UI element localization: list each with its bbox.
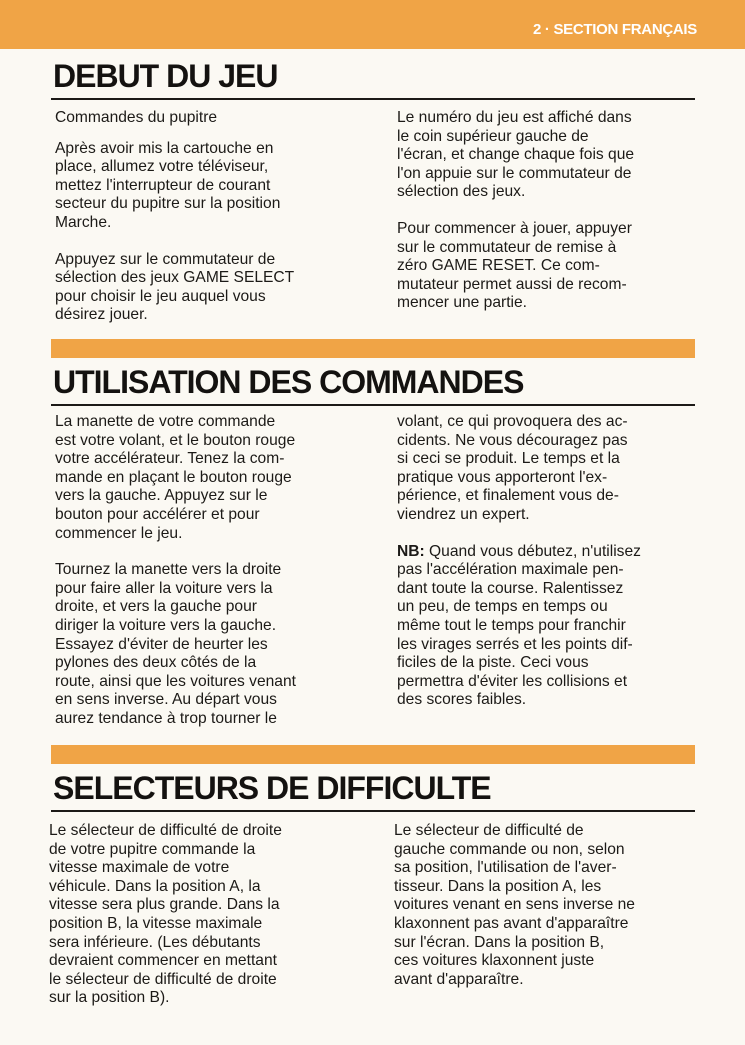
paragraph: Le sélecteur de difficulté de gauche commande ou non, selon sa position, l'utilisation de l'aver- tisseur. Dans la position A, les voitures venant en sens inverse ne klaxonnent pas avant d'apparaître sur l'écran. Dans la position B, ces voitures klaxonnent juste avant d'apparaître. [394, 822, 635, 988]
nb-text: Quand vous débutez, n'utilisez pas l'accélération maximale pen- dant toute la course. Ralentissez un peu, de temps en temps ou même tout le temps pour franchir les virages serrés et les points dif- ficiles de la piste. Ceci vous permettra d'éviter les collisions et des scores faibles. [397, 542, 641, 709]
paragraph: Le numéro du jeu est affiché dans le coin supérieur gauche de l'écran, et change chaque fois que l'on appuie sur le commutateur de sélection des jeux. [397, 109, 635, 201]
section-title-selecteurs: SELECTEURS DE DIFFICULTE [53, 770, 491, 806]
title-rule [51, 98, 695, 100]
section-title-utilisation: UTILISATION DES COMMANDES [53, 364, 524, 400]
paragraph: Pour commencer à jouer, appuyer sur le commutateur de remise à zéro GAME RESET. Ce com- mutateur permet aussi de recom- mencer une partie. [397, 219, 632, 312]
title-rule [51, 810, 695, 812]
section2-left-column [55, 413, 370, 729]
title-rule [51, 404, 695, 406]
top-banner [0, 0, 745, 49]
section1-right-column [397, 109, 712, 313]
paragraph: Appuyez sur le commutateur de sélection des jeux GAME SELECT pour choisir le jeu auquel vous désirez jouer. [55, 250, 295, 324]
section-title-debut: DEBUT DU JEU [53, 58, 278, 94]
nb-label: NB: [397, 542, 425, 560]
paragraph: Tournez la manette vers la droite pour faire aller la voiture vers la droite, et vers la gauche pour diriger la voiture vers la gauche. Essayez d'éviter de heurter les pylones des deux côtés de la route, ainsi que les voitures venant en sens inverse. Au départ vous aurez tendance à trop tourner le [55, 561, 296, 727]
paragraph: volant, ce qui provoquera des ac- cidents. Ne vous découragez pas si ceci se produit. Le temps et la pratique vous apporteront l'ex- périence, et finalement vous de- viendrez un expert. [397, 413, 628, 523]
paragraph: Le sélecteur de difficulté de droite de votre pupitre commande la vitesse maximale de votre véhicule. Dans la position A, la vitesse sera plus grande. Dans la position B, la vitesse maximale sera inférieure. (Les débutants devraient commencer en mettant le sélecteur de difficulté de droite sur la position B). [49, 822, 282, 1007]
orange-divider [51, 339, 695, 358]
subheading: Commandes du pupitre [55, 109, 218, 126]
section3-left-column [49, 822, 364, 1008]
orange-divider [51, 745, 695, 764]
nb-paragraph [397, 543, 712, 710]
section1-left-column [55, 109, 370, 325]
paragraph: Après avoir mis la cartouche en place, allumez votre téléviseur, mettez l'interrupteur de courant secteur du pupitre sur la position Marche. [55, 139, 281, 231]
section3-right-column [394, 822, 709, 989]
paragraph: La manette de votre commande est votre volant, et le bouton rouge votre accélérateur. Tenez la com- mande en plaçant le bouton rouge vers la gauche. Appuyez sur le bouton pour accélérer et pour commencer le jeu. [55, 413, 296, 542]
section2-right-column [397, 413, 712, 710]
section-label: 2 · SECTION FRANÇAIS [532, 21, 697, 38]
